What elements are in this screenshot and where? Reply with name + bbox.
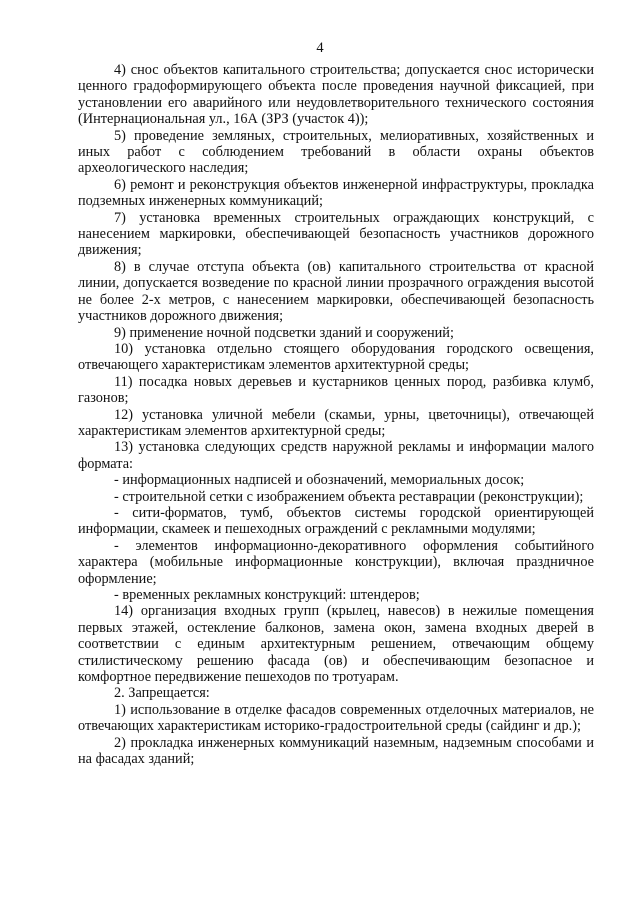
paragraph-item-6: 6) ремонт и реконструкция объектов инженерной инфраструктуры, прокладка подземных инженерных коммуникаций;: [78, 176, 594, 210]
paragraph-item-10: 10) установка отдельно стоящего оборудования городского освещения, отвечающего характеристикам элементов архитектурной среды;: [78, 340, 594, 374]
paragraph-item-8: 8) в случае отступа объекта (ов) капитального строительства от красной линии, допускается возведение по красной линии прозрачного ограждения высотой не более 2-х метров, с нанесением маркировки, обеспечивающей безопасность участников дорожного движения;: [78, 258, 594, 325]
paragraph-item-4: 4) снос объектов капитального строительства; допускается снос исторически ценного градоформирующего объекта после проведения научной фиксацией, при установлении его аварийного или неудовлетворительного технического состояния (Интернациональная ул., 16А (ЗРЗ (участок 4));: [78, 62, 594, 128]
paragraph-item-13: 13) установка следующих средств наружной рекламы и информации малого формата:: [78, 439, 594, 472]
paragraph-item-14: 14) организация входных групп (крылец, навесов) в нежилые помещения первых этажей, остекление балконов, замена окон, замена входных дверей в соответствии с единым архитектурным решением, отвечающим общему стилистическому решению фасада (ов) и обеспечивающим безопасное и комфортное передвижение пешеходов по тротуарам.: [78, 603, 594, 686]
paragraph-prohibited-2: 2) прокладка инженерных коммуникаций наземным, надземным способами и на фасадах зданий;: [78, 734, 594, 768]
paragraph-subitem: - информационных надписей и обозначений, мемориальных досок;: [114, 472, 525, 489]
paragraph-subitem: - строительной сетки с изображением объекта реставрации (реконструкции);: [114, 488, 584, 505]
paragraph-prohibited-1: 1) использование в отделке фасадов современных отделочных материалов, не отвечающих характеристикам историко-градостроительной среды (сайдинг и др.);: [78, 701, 594, 735]
page-number: 4: [316, 40, 324, 56]
paragraph-item-9: 9) применение ночной подсветки зданий и сооружений;: [114, 324, 454, 341]
paragraph-item-12: 12) установка уличной мебели (скамьи, урны, цветочницы), отвечающей характеристикам элементов архитектурной среды;: [78, 406, 594, 439]
paragraph-subitem: - временных рекламных конструкций: штендеров;: [114, 587, 420, 603]
section-heading-prohibited: 2. Запрещается:: [114, 685, 210, 702]
paragraph-subitem: - элементов информационно-декоративного оформления событийного характера (мобильные информационные конструкции), включая праздничное оформление;: [78, 537, 594, 587]
paragraph-item-5: 5) проведение земляных, строительных, мелиоративных, хозяйственных и иных работ с соблюдением требований в области охраны объектов археологического наследия;: [78, 127, 594, 177]
paragraph-item-7: 7) установка временных строительных ограждающих конструкций, с нанесением маркировки, обеспечивающей безопасность участников дорожного движения;: [78, 209, 594, 259]
paragraph-subitem: - сити-форматов, тумб, объектов системы городской ориентирующей информации, скамеек и пешеходных ограждений с рекламными модулями;: [78, 504, 594, 538]
paragraph-item-11: 11) посадка новых деревьев и кустарников ценных пород, разбивка клумб, газонов;: [78, 373, 594, 407]
document-body: [78, 62, 594, 767]
